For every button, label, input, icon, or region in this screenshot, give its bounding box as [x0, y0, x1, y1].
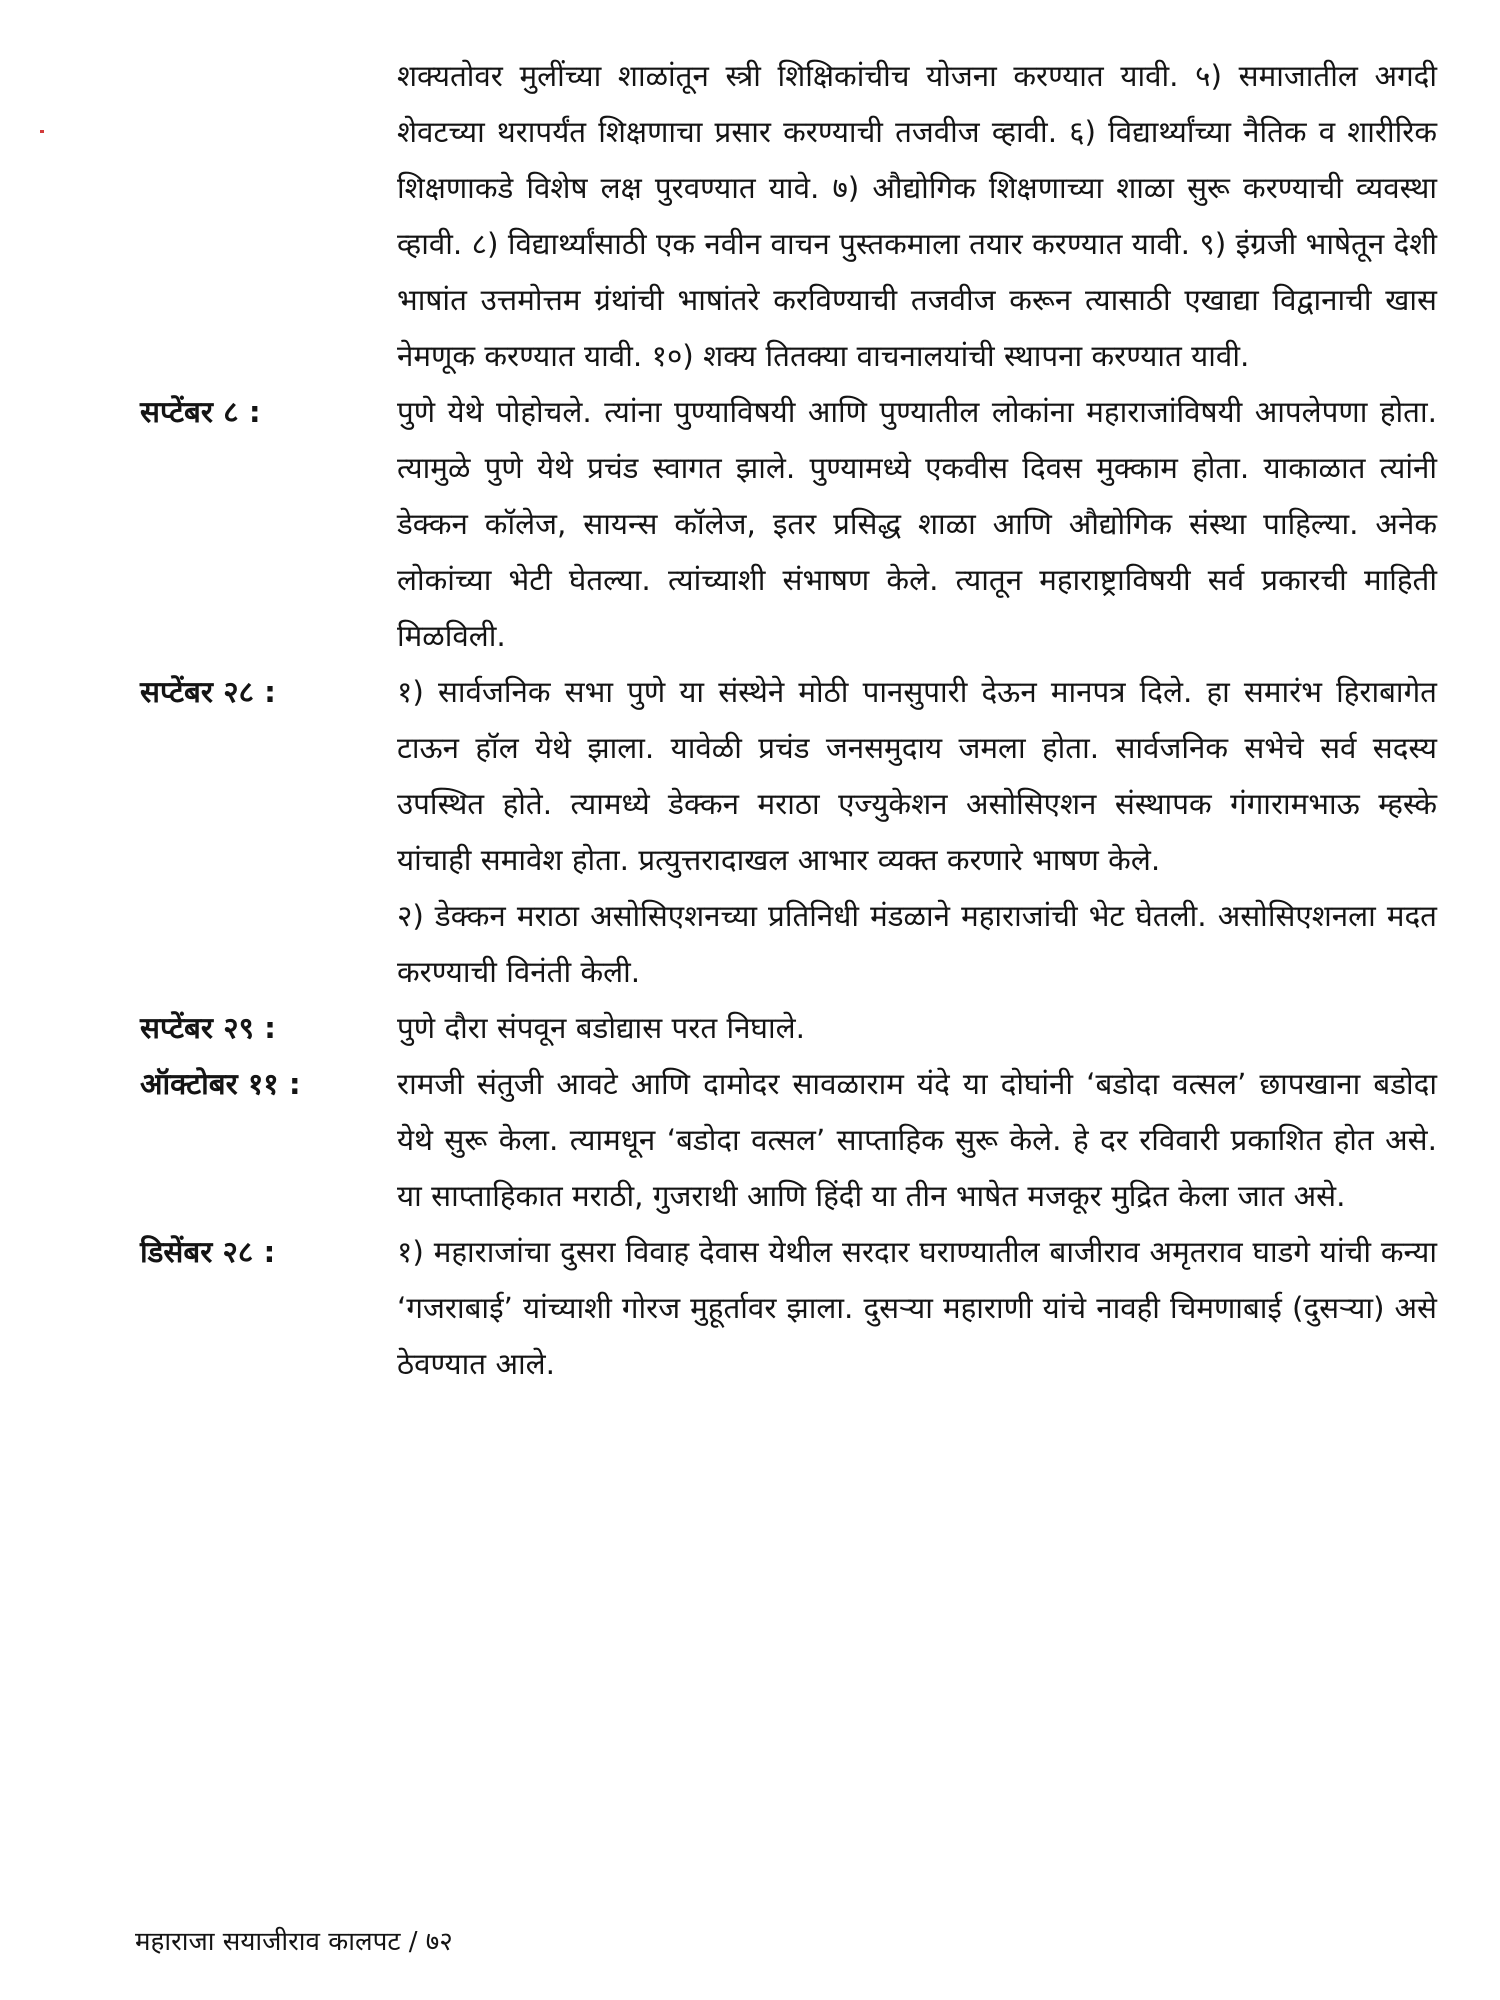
body-text — [0, 48, 1500, 1392]
entry-paragraph: पुणे दौरा संपवून बडोद्यास परत निघाले. — [397, 1011, 805, 1045]
entry-date: डिसेंबर २८ : — [140, 1235, 276, 1269]
entry-paragraph: १) सार्वजनिक सभा पुणे या संस्थेने मोठी पानसुपारी देऊन मानपत्र दिले. हा समारंभ हिराबागेत टाऊन हॉल येथे झाला. यावेळी प्रचंड जनसमुदाय जमला होता. सार्वजनिक सभेचे सर्व सदस्य उपस्थित होते. त्यामध्ये डेक्कन मराठा एज्युकेशन असोसिएशन संस्थापक गंगारामभाऊ म्हस्के यांचाही समावेश होता. प्रत्युत्तरादाखल आभार व्यक्त करणारे भाषण केले. — [397, 675, 1437, 877]
intro-paragraph: शक्यतोवर मुलींच्या शाळांतून स्त्री शिक्षिकांचीच योजना करण्यात यावी. ५) समाजातील अगदी शेवटच्या थरापर्यंत शिक्षणाचा प्रसार करण्याची तजवीज व्हावी. ६) विद्यार्थ्यांच्या नैतिक व शारीरिक शिक्षणाकडे विशेष लक्ष पुरवण्यात यावे. ७) औद्योगिक शिक्षणाच्या शाळा सुरू करण्याची व्यवस्था व्हावी. ८) विद्यार्थ्यांसाठी एक नवीन वाचन पुस्तकमाला तयार करण्यात यावी. ९) इंग्रजी भाषेतून देशी भाषांत उत्तमोत्तम ग्रंथांची भाषांतरे करविण्याची तजवीज करून त्यासाठी एखाद्या विद्वानाची खास नेमणूक करण्यात यावी. १०) शक्य तितक्या वाचनालयांची स्थापना करण्यात यावी. — [397, 59, 1437, 373]
entry-paragraph: १) महाराजांचा दुसरा विवाह देवास येथील सरदार घराण्यातील बाजीराव अमृतराव घाडगे यांची कन्या ‘गजराबाई’ यांच्याशी गोरज मुहूर्तावर झाला. दुसऱ्या महाराणी यांचे नावही चिमणाबाई (दुसऱ्या) असे ठेवण्यात आले. — [397, 1235, 1437, 1381]
timeline-entry — [0, 384, 1500, 664]
entry-date: ऑक्टोबर ११ : — [140, 1067, 301, 1101]
entry-date: सप्टेंबर २८ : — [140, 675, 276, 709]
timeline-entry — [0, 664, 1500, 1000]
timeline-entry — [0, 1056, 1500, 1224]
entry-paragraph: रामजी संतुजी आवटे आणि दामोदर सावळाराम यंदे या दोघांनी ‘बडोदा वत्सल’ छापखाना बडोदा येथे सुरू केला. त्यामधून ‘बडोदा वत्सल’ साप्ताहिक सुरू केले. हे दर रविवारी प्रकाशित होत असे. या साप्ताहिकात मराठी, गुजराथी आणि हिंदी या तीन भाषेत मजकूर मुद्रित केला जात असे. — [397, 1067, 1437, 1213]
entry-date: सप्टेंबर ८ : — [140, 395, 261, 429]
entry-date: सप्टेंबर २९ : — [140, 1011, 276, 1045]
timeline-entry — [0, 1000, 1500, 1056]
entry-paragraph: पुणे येथे पोहोचले. त्यांना पुण्याविषयी आणि पुण्यातील लोकांना महाराजांविषयी आपलेपणा होता. त्यामुळे पुणे येथे प्रचंड स्वागत झाले. पुण्यामध्ये एकवीस दिवस मुक्काम होता. याकाळात त्यांनी डेक्कन कॉलेज, सायन्स कॉलेज, इतर प्रसिद्ध शाळा आणि औद्योगिक संस्था पाहिल्या. अनेक लोकांच्या भेटी घेतल्या. त्यांच्याशी संभाषण केले. त्यातून महाराष्ट्राविषयी सर्व प्रकारची माहिती मिळविली. — [397, 395, 1437, 653]
page-footer: महाराजा सयाजीराव कालपट / ७२ — [135, 1927, 453, 1957]
timeline-entry — [0, 1224, 1500, 1392]
entry-paragraph: २) डेक्कन मराठा असोसिएशनच्या प्रतिनिधी मंडळाने महाराजांची भेट घेतली. असोसिएशनला मदत करण्याची विनंती केली. — [397, 899, 1437, 989]
